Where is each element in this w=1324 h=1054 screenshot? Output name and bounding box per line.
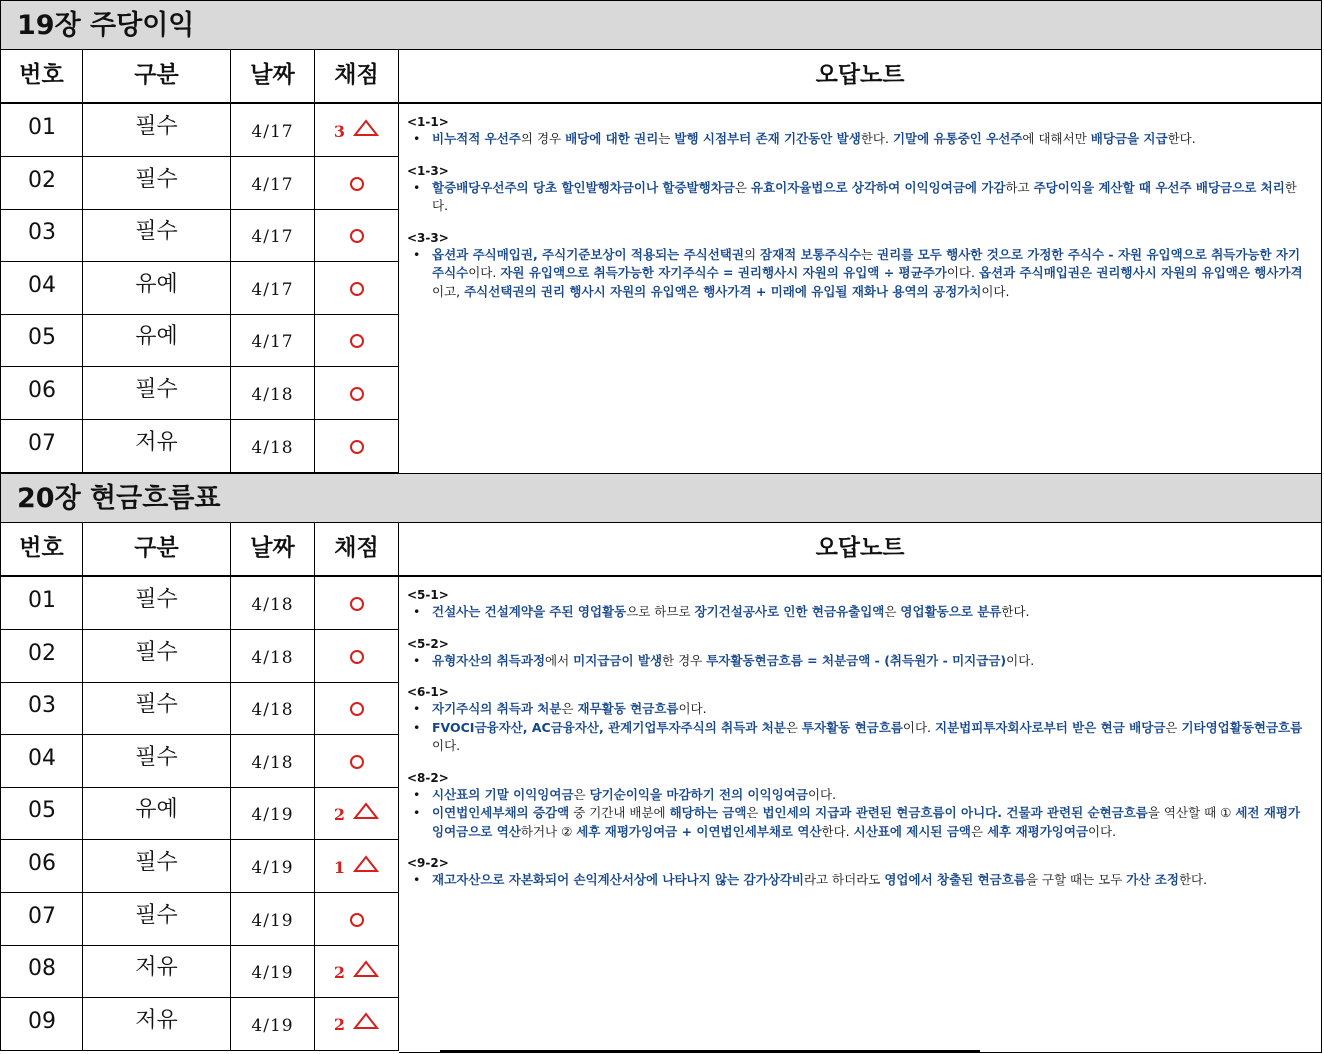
row-score [315, 840, 399, 893]
note-text: 는 [658, 131, 675, 146]
table-row [0, 157, 400, 210]
note-emphasis: 잠재적 보통주식수 [760, 246, 861, 262]
note-text: 이다. [468, 265, 501, 280]
note-text: 이고, [432, 283, 465, 299]
note-text: 이다. [432, 738, 461, 753]
notes-panel [399, 104, 1322, 474]
note-label: <1-1> [407, 115, 449, 129]
row-score [315, 157, 399, 210]
note-text: 이다. [1088, 823, 1117, 839]
bullet-dot-icon: • [413, 872, 421, 887]
note-text: 에 대해서만 [1022, 131, 1091, 146]
row-date: 4/19 [231, 840, 315, 893]
note-text: 한다. [821, 823, 854, 839]
note-emphasis: 영업활동으로 분류 [900, 604, 1002, 619]
note-text: 을 구할 때는 모두 [1025, 872, 1127, 887]
note-block [407, 684, 1305, 756]
header-notes: 오답노트 [399, 50, 1322, 104]
note-text: 으로 하므로 [626, 604, 695, 619]
circle-mark-icon [350, 387, 364, 401]
row-score [315, 787, 399, 840]
header-score: 채점 [315, 50, 399, 104]
bullet-dot-icon: • [413, 246, 421, 262]
note-text: 의 경우 [520, 131, 566, 146]
circle-mark-icon [350, 282, 364, 296]
note-text: 한다. [1178, 872, 1208, 887]
note-emphasis: 주식선택권의 권리 행사시 자원의 유입액은 행사가격 + 미래에 유입될 재화나 용역의 공정가치 [464, 283, 982, 299]
row-score [315, 682, 399, 735]
note-text: 라고 하더라도 [803, 872, 885, 887]
header-type: 구분 [83, 523, 231, 577]
note-bullet [407, 719, 1305, 756]
note-emphasis: 미지급금이 발생 [573, 652, 663, 668]
row-type: 유예 [83, 314, 231, 367]
note-emphasis: 재무활동 현금흐름 [577, 701, 679, 716]
row-number: 05 [0, 787, 83, 840]
note-text: 의 [743, 246, 761, 262]
note-label: <1-3> [407, 163, 449, 178]
row-type: 필수 [83, 630, 231, 683]
row-date: 4/17 [231, 104, 315, 157]
row-date: 4/18 [231, 577, 315, 630]
row-number: 02 [0, 157, 83, 210]
row-number: 03 [0, 682, 83, 735]
note-emphasis: 자원 유입액으로 취득가능한 자기주식수 = 권리행사시 자원의 유입액 ÷ 평균주가 [500, 265, 947, 280]
row-date: 4/18 [231, 630, 315, 683]
row-number: 08 [0, 945, 83, 998]
row-type: 필수 [83, 893, 231, 946]
row-date: 4/19 [231, 893, 315, 946]
bullet-dot-icon: • [413, 131, 421, 146]
note-block [407, 114, 1305, 149]
row-type: 필수 [83, 735, 231, 788]
note-label: <3-3> [407, 230, 449, 245]
note-emphasis: 투자활동현금흐름 = 처분금액 - (취득원가 - 미지급금) [706, 652, 1007, 668]
row-date: 4/19 [231, 787, 315, 840]
row-date: 4/19 [231, 998, 315, 1051]
table-row [0, 735, 400, 788]
note-emphasis: 권리를 모두 행사한 것으로 가정한 주식수 - 자원 유입액으로 취득가능한 자기주식수 [432, 246, 1301, 280]
row-score [315, 104, 399, 157]
note-bullet [407, 652, 1305, 671]
row-score [315, 420, 399, 473]
note-text: 는 [860, 246, 878, 262]
note-emphasis: 장기건설공사로 인한 현금유출입액 [694, 604, 885, 619]
header-score: 채점 [315, 523, 399, 577]
triangle-mark-icon [353, 841, 379, 894]
row-date: 4/18 [231, 735, 315, 788]
note-text: 이다. [946, 265, 979, 280]
note-emphasis: 가산 조정 [1126, 872, 1179, 887]
row-date: 4/17 [231, 209, 315, 262]
note-text: 은 [971, 823, 988, 839]
row-number: 01 [0, 104, 83, 157]
row-number: 05 [0, 314, 83, 367]
note-block [407, 163, 1305, 216]
table-row [0, 420, 400, 473]
note-emphasis: 세후 재평가잉여금 [987, 823, 1089, 839]
note-emphasis: 유형자산의 취득과정 [432, 652, 546, 668]
note-block [407, 855, 1305, 890]
note-emphasis: 배당에 대한 권리 [565, 131, 659, 146]
row-score [315, 735, 399, 788]
circle-mark-icon [350, 177, 364, 191]
row-date: 4/18 [231, 420, 315, 473]
row-type: 저유 [83, 420, 231, 473]
table-row [0, 787, 400, 840]
note-label: <5-1> [407, 588, 449, 602]
note-text: 은 [1165, 719, 1182, 735]
section-title: 19장 주당이익 [0, 0, 1322, 50]
note-emphasis: 재고자산으로 자본화되어 손익계산서상에 나타나지 않는 감가상각비 [432, 872, 804, 887]
note-text: 은 [561, 701, 578, 716]
row-date: 4/18 [231, 367, 315, 420]
row-number: 07 [0, 420, 83, 473]
note-block [407, 770, 1305, 842]
note-emphasis: 옵션과 주식매입권, 주식기준보상이 적용되는 주식선택권 [432, 246, 744, 262]
row-score [315, 314, 399, 367]
row-number: 07 [0, 893, 83, 946]
header-type: 구분 [83, 50, 231, 104]
table-row [0, 262, 400, 315]
note-text: 한다. [1001, 604, 1030, 619]
circle-mark-icon [350, 755, 364, 769]
bullet-dot-icon: • [413, 805, 421, 820]
note-emphasis: 시산표에 제시된 금액 [853, 823, 972, 839]
note-emphasis: 시산표의 기말 이익잉여금 [432, 786, 574, 802]
note-text: 하거나 ② [520, 823, 577, 839]
note-emphasis: 비누적적 우선주 [432, 131, 521, 146]
note-emphasis: 건설사는 건설계약을 주된 영업활동 [432, 604, 627, 619]
row-number: 01 [0, 577, 83, 630]
note-bullet [407, 130, 1305, 149]
circle-mark-icon [350, 913, 364, 927]
row-type: 필수 [83, 577, 231, 630]
note-text: 은 [573, 786, 590, 802]
note-text: 에서 [545, 652, 574, 668]
note-emphasis: 발행 시점부터 존재 기간동안 발생 [674, 131, 861, 146]
table-row [0, 682, 400, 735]
row-score [315, 893, 399, 946]
note-text: 이다. [678, 701, 707, 716]
note-block [407, 636, 1305, 671]
row-score [315, 577, 399, 630]
row-score [315, 630, 399, 683]
bullet-dot-icon: • [413, 701, 421, 716]
note-text: 은 [884, 604, 901, 619]
note-label: <6-1> [407, 685, 449, 699]
row-date: 4/19 [231, 945, 315, 998]
note-text: 이다. [807, 786, 837, 802]
note-bullet [407, 246, 1305, 302]
note-bullet [407, 786, 1305, 805]
bullet-dot-icon: • [413, 652, 421, 668]
row-number: 06 [0, 840, 83, 893]
note-bullet [407, 700, 1305, 719]
note-text: 한다. [1167, 131, 1196, 146]
note-emphasis: 이연법인세부채의 증감액 [432, 805, 570, 820]
note-text: 중 기간내 배분에 [569, 805, 670, 820]
score-count: 1 [333, 857, 346, 877]
row-type: 필수 [83, 840, 231, 893]
score-count: 2 [333, 962, 346, 982]
header-date: 날짜 [231, 523, 315, 577]
note-label: <5-2> [407, 636, 449, 651]
note-emphasis: 지분법피투자회사로부터 받은 현금 배당금 [934, 719, 1166, 735]
score-count: 3 [333, 121, 346, 141]
row-score [315, 367, 399, 420]
triangle-mark-icon [353, 998, 379, 1051]
note-text: 이다. [981, 283, 1010, 299]
note-label: <8-2> [407, 770, 449, 785]
circle-mark-icon [350, 650, 364, 664]
row-type: 유예 [83, 787, 231, 840]
table-row [0, 104, 400, 157]
note-emphasis: 세후 재평가잉여금 + 이연법인세부채로 역산 [576, 823, 822, 839]
row-number: 03 [0, 209, 83, 262]
bullet-dot-icon: • [413, 719, 421, 735]
circle-mark-icon [350, 229, 364, 243]
header-date: 날짜 [231, 50, 315, 104]
row-score [315, 945, 399, 998]
note-bullet [407, 179, 1305, 216]
row-date: 4/17 [231, 157, 315, 210]
note-emphasis: 당기순이익을 마감하기 전의 이익잉여금 [589, 786, 808, 802]
row-type: 필수 [83, 104, 231, 157]
note-emphasis: 법인세의 지급과 관련된 현금흐름이 아니다. 건물과 관련된 순현금흐름 [762, 805, 1148, 820]
section-title: 20장 현금흐름표 [0, 473, 1322, 523]
score-count: 2 [333, 804, 346, 824]
table-row [0, 840, 400, 893]
table-row [0, 998, 400, 1051]
row-type: 필수 [83, 367, 231, 420]
circle-mark-icon [350, 597, 364, 611]
triangle-mark-icon [353, 946, 379, 999]
note-text: 한 경우 [662, 652, 707, 668]
bullet-dot-icon: • [413, 179, 421, 195]
row-number: 02 [0, 630, 83, 683]
note-emphasis: FVOCI금융자산, AC금융자산, 관계기업투자주식의 취득과 처분 [432, 719, 786, 735]
row-number: 09 [0, 998, 83, 1051]
note-emphasis: 세전 재평가잉여금으로 역산 [432, 805, 1301, 839]
header-notes: 오답노트 [399, 523, 1322, 577]
note-bullet [407, 871, 1305, 890]
row-number: 04 [0, 262, 83, 315]
row-score [315, 262, 399, 315]
note-text: 하고 [1005, 179, 1034, 195]
score-count: 2 [333, 1015, 346, 1035]
row-type: 필수 [83, 682, 231, 735]
note-emphasis: 주당이익을 계산할 때 우선주 배당금으로 처리 [1033, 179, 1285, 195]
note-bullet [407, 804, 1305, 841]
circle-mark-icon [350, 440, 364, 454]
note-text: 은 [746, 805, 763, 820]
header-number: 번호 [0, 523, 83, 577]
note-text: 은 [734, 179, 751, 195]
row-date: 4/18 [231, 682, 315, 735]
row-number: 04 [0, 735, 83, 788]
table-row [0, 630, 400, 683]
note-text: 한다. [432, 179, 1297, 213]
row-type: 저유 [83, 998, 231, 1051]
row-type: 필수 [83, 157, 231, 210]
notes-panel [399, 577, 1322, 1053]
note-text: 이다. [902, 719, 935, 735]
circle-mark-icon [350, 702, 364, 716]
note-emphasis: 배당금을 지급 [1090, 131, 1168, 146]
row-type: 유예 [83, 262, 231, 315]
table-row [0, 367, 400, 420]
circle-mark-icon [350, 334, 364, 348]
note-text: 은 [785, 719, 802, 735]
note-emphasis: 영업에서 창출된 현금흐름 [884, 872, 1026, 887]
row-date: 4/17 [231, 314, 315, 367]
row-type: 저유 [83, 945, 231, 998]
table-row [0, 577, 400, 630]
note-emphasis: 기말에 유통중인 우선주 [892, 131, 1023, 146]
row-type: 필수 [83, 209, 231, 262]
row-score [315, 209, 399, 262]
note-emphasis: 자기주식의 취득과 처분 [432, 701, 562, 716]
triangle-mark-icon [353, 105, 379, 158]
table-row [0, 209, 400, 262]
note-emphasis: 기타영업활동현금흐름 [1181, 719, 1303, 735]
bullet-dot-icon: • [413, 786, 421, 802]
note-emphasis: 해당하는 금액 [669, 805, 747, 820]
note-block [407, 587, 1305, 622]
table-row [0, 945, 400, 998]
note-text: 한다. [860, 131, 893, 146]
note-emphasis: 할증배당우선주의 당초 할인발행차금이나 할증발행차금 [432, 179, 735, 195]
note-text: 을 역산할 때 ① [1147, 805, 1236, 820]
row-score [315, 998, 399, 1051]
triangle-mark-icon [353, 788, 379, 841]
note-text: 이다. [1006, 652, 1035, 668]
note-emphasis: 투자활동 현금흐름 [801, 719, 903, 735]
header-number: 번호 [0, 50, 83, 104]
bullet-dot-icon: • [413, 604, 421, 619]
note-bullet [407, 603, 1305, 622]
note-label: <9-2> [407, 856, 449, 870]
row-number: 06 [0, 367, 83, 420]
table-row [0, 314, 400, 367]
row-date: 4/17 [231, 262, 315, 315]
table-row [0, 893, 400, 946]
note-emphasis: 유효이자율법으로 상각하여 이익잉여금에 가감 [750, 179, 1006, 195]
note-block [407, 230, 1305, 302]
note-emphasis: 옵션과 주식매입권은 권리행사시 자원의 유입액은 행사가격 [978, 265, 1303, 280]
